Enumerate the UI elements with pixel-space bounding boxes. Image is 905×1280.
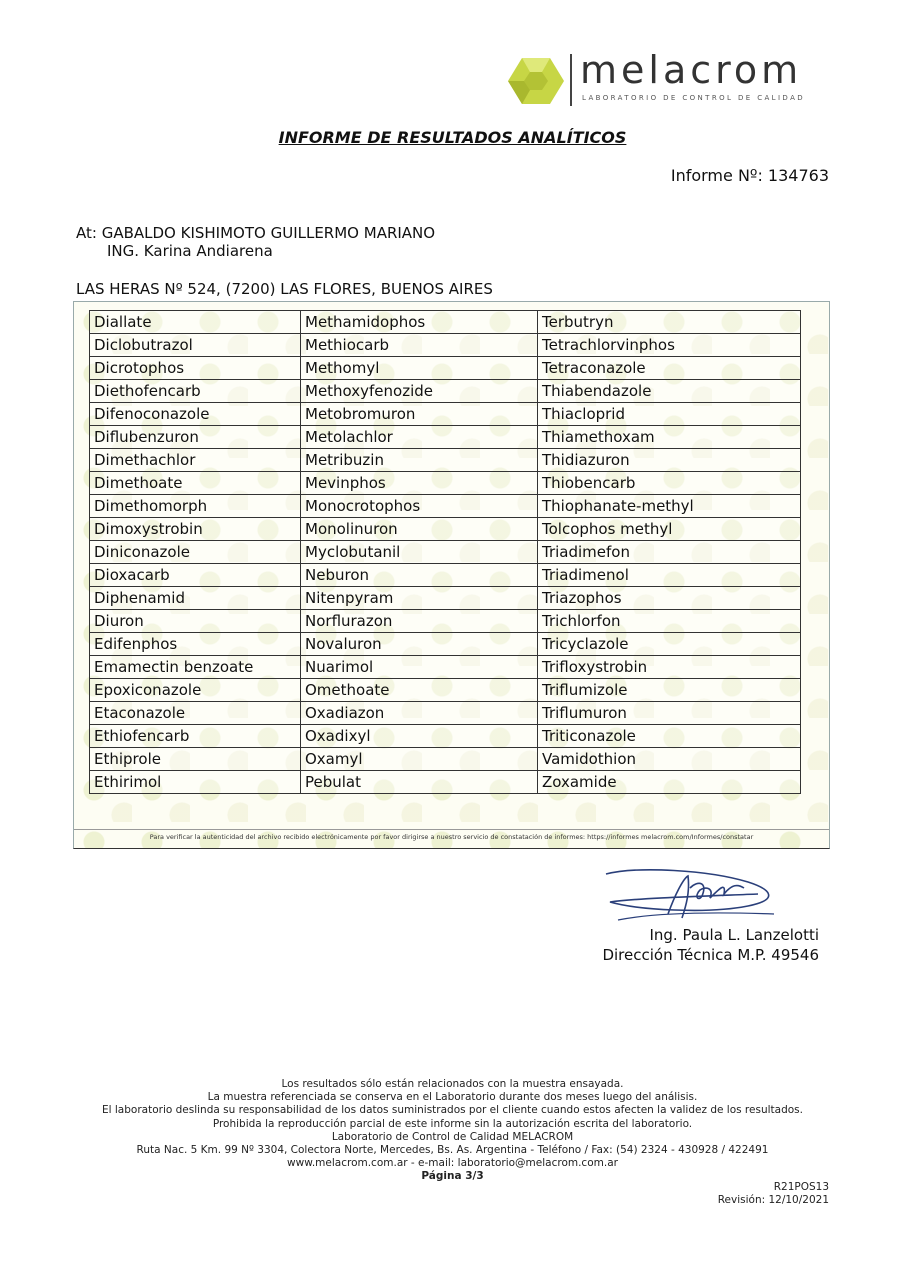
form-code: R21POS13 bbox=[773, 1181, 829, 1193]
table-row bbox=[90, 495, 801, 518]
table-cell: Thiacloprid bbox=[538, 403, 801, 426]
footer-line: Prohibida la reproducción parcial de este informe sin la autorización escrita del laboratorio. bbox=[212, 1117, 693, 1130]
table-cell: Emamectin benzoate bbox=[90, 656, 301, 679]
table-row bbox=[90, 449, 801, 472]
table-cell: Diallate bbox=[90, 311, 301, 334]
table-row bbox=[90, 380, 801, 403]
table-cell: Dimethoate bbox=[90, 472, 301, 495]
table-cell: Dimoxystrobin bbox=[90, 518, 301, 541]
table-cell: Methiocarb bbox=[301, 334, 538, 357]
signer-name: Ing. Paula L. Lanzelotti bbox=[649, 926, 819, 944]
footer-line: La muestra referenciada se conserva en el Laboratorio durante dos meses luego del análisis. bbox=[207, 1091, 698, 1104]
table-cell: Mevinphos bbox=[301, 472, 538, 495]
table-cell: Diniconazole bbox=[90, 541, 301, 564]
table-row bbox=[90, 702, 801, 725]
table-cell: Diphenamid bbox=[90, 587, 301, 610]
table-row bbox=[90, 311, 801, 334]
table-row bbox=[90, 610, 801, 633]
table-cell: Metribuzin bbox=[301, 449, 538, 472]
table-cell: Dimethomorph bbox=[90, 495, 301, 518]
signer-block bbox=[602, 925, 819, 965]
table-row bbox=[90, 472, 801, 495]
table-cell: Diclobutrazol bbox=[90, 334, 301, 357]
signature-image bbox=[598, 862, 788, 926]
table-cell: Tetraconazole bbox=[538, 357, 801, 380]
table-cell: Ethiofencarb bbox=[90, 725, 301, 748]
revision-date: Revisión: 12/10/2021 bbox=[717, 1194, 829, 1206]
report-number: Informe Nº: 134763 bbox=[670, 166, 829, 185]
table-row bbox=[90, 748, 801, 771]
table-cell: Triazophos bbox=[538, 587, 801, 610]
table-row bbox=[90, 564, 801, 587]
footer-line: El laboratorio deslinda su responsabilidad de los datos suministrados por el cliente cuando estos afecten la validez de los resultados. bbox=[102, 1104, 803, 1117]
table-cell: Metobromuron bbox=[301, 403, 538, 426]
table-row bbox=[90, 725, 801, 748]
attention-name: At: GABALDO KISHIMOTO GUILLERMO MARIANO bbox=[76, 224, 436, 242]
table-cell: Methomyl bbox=[301, 357, 538, 380]
table-cell: Thiophanate-methyl bbox=[538, 495, 801, 518]
logo-separator bbox=[570, 54, 572, 106]
table-row bbox=[90, 679, 801, 702]
table-cell: Diflubenzuron bbox=[90, 426, 301, 449]
attention-contact: ING. Karina Andiarena bbox=[107, 242, 273, 260]
client-address: LAS HERAS Nº 524, (7200) LAS FLORES, BUENOS AIRES bbox=[76, 280, 493, 298]
table-cell: Etaconazole bbox=[90, 702, 301, 725]
logo-subtitle: LABORATORIO DE CONTROL DE CALIDAD bbox=[582, 94, 806, 102]
table-cell: Trichlorfon bbox=[538, 610, 801, 633]
table-cell: Thiobencarb bbox=[538, 472, 801, 495]
table-cell: Ethirimol bbox=[90, 771, 301, 794]
table-row bbox=[90, 518, 801, 541]
table-cell: Nitenpyram bbox=[301, 587, 538, 610]
table-cell: Tetrachlorvinphos bbox=[538, 334, 801, 357]
table-cell: Difenoconazole bbox=[90, 403, 301, 426]
table-cell: Monolinuron bbox=[301, 518, 538, 541]
table-row bbox=[90, 771, 801, 794]
compound-table bbox=[89, 310, 801, 794]
table-cell: Novaluron bbox=[301, 633, 538, 656]
table-cell: Oxadiazon bbox=[301, 702, 538, 725]
logo-wordmark: melacrom bbox=[580, 48, 803, 92]
table-cell: Triflumizole bbox=[538, 679, 801, 702]
table-row bbox=[90, 541, 801, 564]
table-cell: Epoxiconazole bbox=[90, 679, 301, 702]
table-cell: Oxadixyl bbox=[301, 725, 538, 748]
table-cell: Dicrotophos bbox=[90, 357, 301, 380]
company-logo bbox=[508, 48, 838, 110]
page-number: Página 3/3 bbox=[421, 1170, 484, 1183]
table-cell: Trifloxystrobin bbox=[538, 656, 801, 679]
table-cell: Methamidophos bbox=[301, 311, 538, 334]
signer-role: Dirección Técnica M.P. 49546 bbox=[602, 946, 819, 964]
table-cell: Triadimefon bbox=[538, 541, 801, 564]
table-cell: Triadimenol bbox=[538, 564, 801, 587]
footer-line: Laboratorio de Control de Calidad MELACROM bbox=[331, 1130, 574, 1143]
table-row bbox=[90, 357, 801, 380]
table-cell: Dioxacarb bbox=[90, 564, 301, 587]
table-cell: Nuarimol bbox=[301, 656, 538, 679]
table-cell: Ethiprole bbox=[90, 748, 301, 771]
table-cell: Monocrotophos bbox=[301, 495, 538, 518]
table-cell: Diuron bbox=[90, 610, 301, 633]
document-title: INFORME DE RESULTADOS ANALÍTICOS bbox=[278, 128, 627, 147]
table-cell: Dimethachlor bbox=[90, 449, 301, 472]
table-cell: Terbutryn bbox=[538, 311, 801, 334]
footer-line: Ruta Nac. 5 Km. 99 Nº 3304, Colectora Norte, Mercedes, Bs. As. Argentina - Teléfono / Fax: (54) 2324 - 430928 / 422491 bbox=[136, 1144, 769, 1157]
table-cell: Myclobutanil bbox=[301, 541, 538, 564]
hexagon-logo-icon bbox=[508, 56, 564, 106]
table-cell: Omethoate bbox=[301, 679, 538, 702]
table-cell: Neburon bbox=[301, 564, 538, 587]
results-panel bbox=[73, 301, 830, 849]
table-cell: Pebulat bbox=[301, 771, 538, 794]
table-cell: Edifenphos bbox=[90, 633, 301, 656]
table-row bbox=[90, 426, 801, 449]
verification-note: Para verificar la autenticidad del archivo recibido electrónicamente por favor dirigirse a nuestro servicio de constatación de informes: https://informes melacrom.com/Informes/constatar bbox=[74, 829, 829, 841]
table-cell: Zoxamide bbox=[538, 771, 801, 794]
footer bbox=[0, 1078, 905, 1184]
table-cell: Methoxyfenozide bbox=[301, 380, 538, 403]
table-cell: Tolcophos methyl bbox=[538, 518, 801, 541]
footer-line: Los resultados sólo están relacionados con la muestra ensayada. bbox=[281, 1078, 624, 1090]
table-row bbox=[90, 334, 801, 357]
table-cell: Tricyclazole bbox=[538, 633, 801, 656]
table-cell: Thidiazuron bbox=[538, 449, 801, 472]
table-cell: Norflurazon bbox=[301, 610, 538, 633]
form-code-block bbox=[718, 1181, 829, 1207]
table-row bbox=[90, 633, 801, 656]
table-row bbox=[90, 656, 801, 679]
table-cell: Thiamethoxam bbox=[538, 426, 801, 449]
table-cell: Vamidothion bbox=[538, 748, 801, 771]
footer-line: www.melacrom.com.ar - e-mail: laboratorio@melacrom.com.ar bbox=[287, 1157, 618, 1170]
table-cell: Diethofencarb bbox=[90, 380, 301, 403]
attention-block bbox=[76, 224, 435, 260]
table-cell: Thiabendazole bbox=[538, 380, 801, 403]
table-cell: Triticonazole bbox=[538, 725, 801, 748]
table-cell: Triflumuron bbox=[538, 702, 801, 725]
table-cell: Oxamyl bbox=[301, 748, 538, 771]
table-cell: Metolachlor bbox=[301, 426, 538, 449]
table-row bbox=[90, 587, 801, 610]
table-row bbox=[90, 403, 801, 426]
